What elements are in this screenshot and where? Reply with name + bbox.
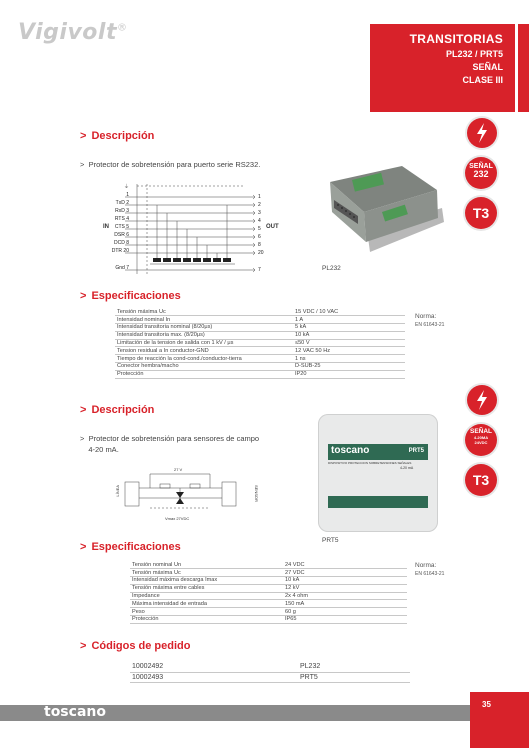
section-title-especificaciones-2: > Especificaciones: [80, 541, 181, 553]
description-text-2: > Protector de sobretensión para sensores de campo 4-20 mA.: [80, 434, 260, 454]
spec-value: IP65: [283, 616, 407, 624]
spec-label: Tensión nominal Un: [130, 561, 283, 569]
spec-label: Tensión máxima Uc: [115, 308, 293, 316]
spec-row: [115, 339, 405, 347]
spec-value: 10 kA: [283, 577, 407, 585]
schematic2-right-label: SENSOR: [254, 485, 259, 502]
prt5-photo: toscano PRT5 DISPOSITIVO PROTECCION SOBRETENSIONES SEÑALES 4-20 mA: [318, 414, 438, 532]
section-title-especificaciones-1: > Especificaciones: [80, 290, 181, 302]
prt5-label-band: toscano PRT5: [328, 444, 428, 460]
section-title-descripcion-2: > Descripción: [80, 404, 155, 416]
badge-senal-420: SEÑAL 4-20MA 24VDC: [465, 424, 497, 456]
header-line-2: SEÑAL: [472, 62, 503, 72]
spec-label: Intensidad nominal In: [115, 316, 293, 324]
spec-value: 1 A: [293, 316, 405, 324]
spec-label: Tension residual a In conductor-GND: [115, 347, 293, 355]
section-title-descripcion-1: > Descripción: [80, 130, 155, 142]
spec-label: Tiempo de reacción la cond-cond./conductor-tierra: [115, 355, 293, 363]
spec-table-prt5: [130, 561, 407, 624]
spec-value: 5 kA: [293, 324, 405, 332]
order-row: 10002493 PRT5: [130, 672, 410, 682]
schematic-out-label: OUT: [266, 224, 279, 230]
spec-value: 2x 4 ohm: [283, 592, 407, 600]
spec-row: [130, 608, 407, 616]
spec-label: Conector hembra/macho: [115, 363, 293, 371]
lightning-icon-2: [467, 385, 497, 415]
spec-label: Impedance: [130, 592, 283, 600]
schematic-left-pins: ⏚ 1 TxD 2 RxD 3 RTS 4 CTS 5 DSR 6 DCD 8 DTR 20 Gnd 7: [111, 184, 129, 271]
spec-row: [115, 308, 405, 316]
spec-label: Protección: [130, 616, 283, 624]
spec-label: Limitación de la tension de salida con 1 kV / μs: [115, 339, 293, 347]
spec-label: Intensidad máxima descarga Imax: [130, 577, 283, 585]
spec-table-pl232: [115, 308, 405, 379]
spec-row: [115, 331, 405, 339]
spec-value: 1 ns: [293, 355, 405, 363]
description-text-1: > Protector de sobretensión para puerto serie RS232.: [80, 160, 261, 169]
spec-label: Protección: [115, 370, 293, 378]
header-line-1: PL232 / PRT5: [445, 49, 503, 59]
spec-row: [130, 561, 407, 569]
photo-label-prt5: PRT5: [322, 537, 339, 544]
header-category-box: [370, 24, 515, 112]
badge-t3-2: T3: [465, 464, 497, 496]
header-line-3: CLASE III: [462, 75, 503, 85]
spec-label: Intensidad transitoria max. (8/20μs): [115, 331, 293, 339]
spec-row: [115, 324, 405, 332]
header-edge-strip: [518, 24, 529, 112]
spec-value: 12 VAC 50 Hz: [293, 347, 405, 355]
spec-row: [130, 592, 407, 600]
spec-value: 150 mA: [283, 600, 407, 608]
schematic2-left-label: LÍNEA: [115, 485, 120, 497]
spec-label: Tensión máxima entre cables: [130, 584, 283, 592]
spec-value: 24 VDC: [283, 561, 407, 569]
section-title-codigos: > Códigos de pedido: [80, 640, 191, 652]
spec-row: [130, 600, 407, 608]
schematic2-top-label: 27 V: [174, 467, 183, 472]
photo-label-pl232: PL232: [322, 265, 341, 272]
spec-row: [115, 347, 405, 355]
prt5-bottom-band: [328, 496, 428, 508]
spec-value: 27 VDC: [283, 569, 407, 577]
order-row: 10002492 PL232: [130, 662, 410, 672]
category-title: TRANSITORIAS: [409, 32, 503, 46]
spec-row: [115, 363, 405, 371]
badge-t3: T3: [465, 197, 497, 229]
spec-row: [115, 316, 405, 324]
schematic-in-label: IN: [103, 224, 109, 230]
spec-row: [130, 577, 407, 585]
spec-row: [115, 370, 405, 378]
spec-value: IP20: [293, 370, 405, 378]
order-codes-table: [130, 662, 410, 683]
spec-value: 15 VDC / 10 VAC: [293, 308, 405, 316]
spec-row: [130, 569, 407, 577]
spec-row: [115, 355, 405, 363]
badge-senal-232: SEÑAL 232: [465, 157, 497, 189]
page-number: 35: [470, 692, 529, 748]
lightning-icon: [467, 118, 497, 148]
spec-label: Peso: [130, 608, 283, 616]
norma-prt5: Norma: EN 61643-21: [415, 562, 445, 577]
spec-label: Máxima intensidad de entrada: [130, 600, 283, 608]
spec-row: [130, 616, 407, 624]
spec-row: [130, 584, 407, 592]
spec-label: Tensión máxima Uc: [130, 569, 283, 577]
spec-value: ≤50 V: [293, 339, 405, 347]
vigivolt-logo: Vigivolt®: [18, 20, 128, 45]
schematic-right-pins: 1 2 3 4 5 6 8 20 7: [258, 194, 264, 273]
spec-value: 10 kA: [293, 331, 405, 339]
norma-pl232: Norma: EN 61643-21: [415, 313, 445, 328]
spec-label: Intensidad transitoria nominal (8/20μs): [115, 324, 293, 332]
spec-value: 12 kV: [283, 584, 407, 592]
pl232-photo: [312, 160, 447, 260]
toscano-logo: toscano: [44, 704, 106, 720]
spec-value: 60 g: [283, 608, 407, 616]
schematic2-bottom-label: Vmax 27VDC: [165, 516, 190, 521]
spec-value: D-SUB-25: [293, 363, 405, 371]
